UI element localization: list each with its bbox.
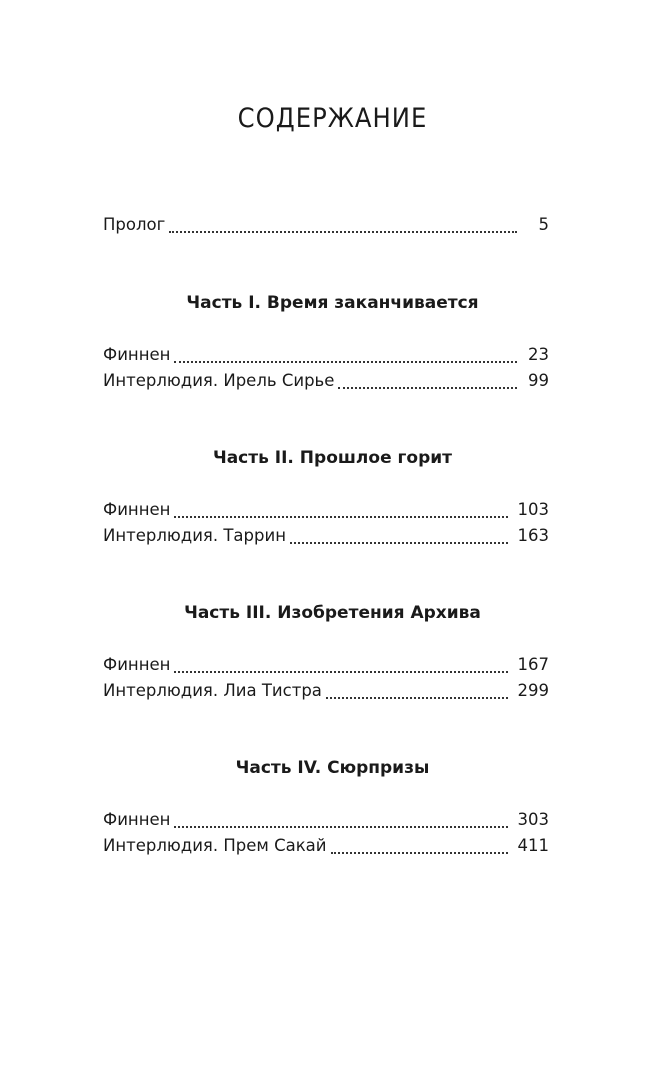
dot-leader	[174, 516, 507, 518]
toc-entry[interactable]	[103, 833, 549, 859]
part-heading-4: Часть IV. Сюрпризы	[235, 758, 430, 778]
dot-leader	[326, 697, 508, 699]
toc-entry-label: Интерлюдия. Ирель Сирье	[103, 368, 338, 394]
toc-entry[interactable]	[103, 368, 549, 394]
part-heading-2: Часть II. Прошлое горит	[212, 448, 453, 468]
toc-entry-label: Финнен	[103, 807, 174, 833]
toc-entry-label: Финнен	[103, 497, 174, 523]
toc-entry-label: Интерлюдия. Прем Сакай	[103, 833, 331, 859]
toc-entry-page: 5	[538, 215, 549, 234]
toc-entry-label: Финнен	[103, 342, 174, 368]
toc-entry[interactable]	[103, 342, 549, 368]
part-heading-3: Часть III. Изобретения Архива	[184, 603, 481, 623]
toc-entry[interactable]	[103, 678, 549, 704]
toc-entry-page: 411	[517, 836, 549, 855]
toc-entry-page: 103	[517, 500, 549, 519]
toc-entry-label: Пролог	[103, 212, 169, 238]
toc-entry-prologue[interactable]	[103, 212, 549, 238]
toc-entry-page: 299	[517, 681, 549, 700]
toc-entry[interactable]	[103, 807, 549, 833]
dot-leader	[174, 361, 517, 363]
toc-entry-page: 167	[517, 655, 549, 674]
dot-leader	[174, 826, 507, 828]
toc-entry-label: Интерлюдия. Лиа Тистра	[103, 678, 326, 704]
dot-leader	[174, 671, 507, 673]
toc-entry-page: 23	[528, 345, 549, 364]
toc-entry[interactable]	[103, 497, 549, 523]
dot-leader	[338, 387, 517, 389]
toc-entry-page: 303	[517, 810, 549, 829]
toc-entry-label: Интерлюдия. Таррин	[103, 523, 290, 549]
page-title: СОДЕРЖАНИЕ	[237, 103, 428, 134]
toc-entry-page: 163	[517, 526, 549, 545]
dot-leader	[169, 231, 517, 233]
dot-leader	[331, 852, 508, 854]
toc-entry-page: 99	[528, 371, 549, 390]
toc-entry[interactable]	[103, 523, 549, 549]
toc-entry-label: Финнен	[103, 652, 174, 678]
dot-leader	[290, 542, 508, 544]
toc-entry[interactable]	[103, 652, 549, 678]
part-heading-1: Часть I. Время заканчивается	[186, 293, 479, 313]
